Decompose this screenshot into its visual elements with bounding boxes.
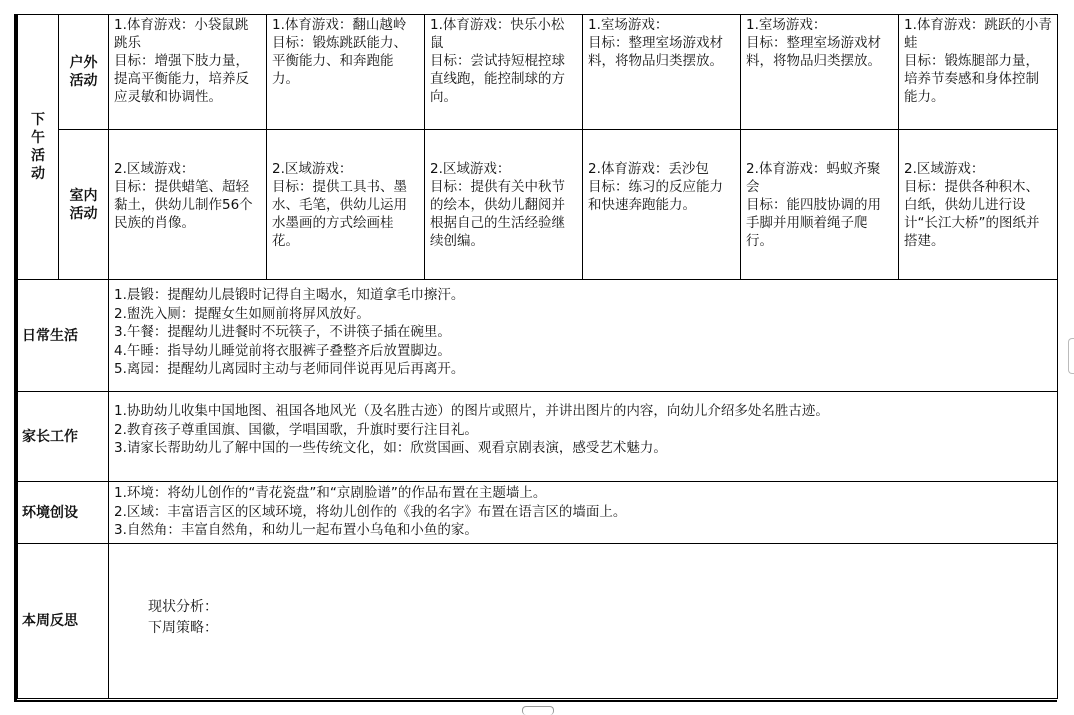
daily-life-header: 日常生活 — [18, 280, 109, 392]
list-item: 1.环境：将幼儿创作的“青花瓷盘”和“京剧脸谱”的作品布置在主题墙上。 — [114, 485, 547, 501]
page-bottom-border — [14, 700, 1057, 702]
cell-goal: 目标：提供各种积木、白纸，供幼儿进行设计“长江大桥”的图纸并搭建。 — [904, 179, 1040, 249]
cell-goal: 目标：锻炼跳跃能力、平衡能力、和奔跑能力。 — [272, 35, 407, 87]
next-week-strategy-label: 下周策略： — [148, 620, 218, 636]
indoor-activity-header — [59, 130, 109, 280]
indoor-cell-5 — [741, 130, 899, 280]
cell-goal: 目标：能四肢协调的用手脚并用顺着绳子爬行。 — [746, 197, 881, 249]
outdoor-cell-4 — [583, 15, 741, 130]
parent-work-row — [18, 392, 1058, 482]
outdoor-cell-3 — [425, 15, 583, 130]
cell-goal: 目标：增强下肢力量，提高平衡能力，培养反应灵敏和协调性。 — [114, 53, 249, 105]
cell-title: 2.区域游戏： — [904, 161, 985, 177]
cell-goal: 目标：锻炼腿部力量，培养节奏感和身体控制能力。 — [904, 53, 1039, 105]
list-item: 5.离园：提醒幼儿离园时主动与老师同伴说再见后再离开。 — [114, 361, 465, 377]
outdoor-cell-1 — [109, 15, 267, 130]
cell-title: 1.体育游戏：小袋鼠跳跳乐 — [114, 17, 249, 51]
cell-title: 2.区域游戏： — [430, 161, 511, 177]
parent-work-header: 家长工作 — [18, 392, 109, 482]
environment-content — [109, 482, 1058, 544]
list-item: 1.协助幼儿收集中国地图、祖国各地风光（及名胜古迹）的图片或照片，并讲出图片的内容，向幼儿介绍多处名胜古迹。 — [114, 403, 829, 419]
cell-title: 2.区域游戏： — [272, 161, 353, 177]
outdoor-cell-2 — [267, 15, 425, 130]
list-item: 2.区域：丰富语言区的区域环境，将幼儿创作的《我的名字》布置在语言区的墙面上。 — [114, 503, 627, 520]
indoor-cell-3 — [425, 130, 583, 280]
list-item: 3.自然角：丰富自然角，和幼儿一起布置小乌龟和小鱼的家。 — [114, 522, 478, 538]
outdoor-cell-6 — [899, 15, 1058, 130]
list-item: 4.午睡：指导幼儿睡觉前将衣服裤子叠整齐后放置脚边。 — [114, 342, 451, 359]
page-tab-handle[interactable] — [522, 706, 554, 715]
outdoor-activity-header — [59, 15, 109, 130]
weekly-plan-table — [17, 14, 1058, 699]
cell-goal: 目标：提供工具书、墨水、毛笔，供幼儿运用水墨画的方式绘画桂花。 — [272, 179, 407, 249]
list-item: 2.盥洗入厕：提醒女生如厕前将屏风放好。 — [114, 305, 370, 322]
cell-title: 2.体育游戏：蚂蚁齐聚会 — [746, 161, 881, 195]
cell-goal: 目标：提供有关中秋节的绘本，供幼儿翻阅并根据自己的生活经验继续创编。 — [430, 179, 565, 249]
cell-goal: 目标：练习的反应能力和快速奔跑能力。 — [588, 179, 723, 213]
cell-goal: 目标：提供蜡笔、超轻黏土，供幼儿制作56个民族的肖像。 — [114, 179, 253, 231]
cell-title: 2.体育游戏：丢沙包 — [588, 161, 709, 177]
list-item: 3.午餐：提醒幼儿进餐时不玩筷子，不讲筷子插在碗里。 — [114, 324, 451, 340]
cell-title: 1.体育游戏：快乐小松鼠 — [430, 17, 565, 51]
cell-title: 2.区域游戏： — [114, 161, 195, 177]
list-item: 2.教育孩子尊重国旗、国徽，学唱国歌，升旗时要行注目礼。 — [114, 421, 478, 438]
afternoon-activity-label: 下午活动 — [31, 112, 45, 182]
indoor-cell-2 — [267, 130, 425, 280]
cell-title: 1.体育游戏：跳跃的小青蛙 — [904, 17, 1052, 51]
indoor-cell-6 — [899, 130, 1058, 280]
daily-life-content — [109, 280, 1058, 392]
cell-title: 1.室场游戏： — [588, 17, 669, 33]
reflection-box — [114, 545, 1052, 639]
cell-goal: 目标：尝试持短棍控球直线跑，能控制球的方向。 — [430, 53, 565, 105]
cell-title: 1.室场游戏： — [746, 17, 827, 33]
cell-goal: 目标：整理室场游戏材料，将物品归类摆放。 — [588, 35, 723, 69]
weekly-reflection-row — [18, 544, 1058, 699]
indoor-cell-1 — [109, 130, 267, 280]
weekly-plan-sheet — [14, 14, 1057, 702]
outdoor-activity-label: 户外活动 — [69, 55, 98, 89]
list-item: 1.晨锻：提醒幼儿晨锻时记得自主喝水，知道拿毛巾擦汗。 — [114, 287, 465, 303]
weekly-reflection-content — [109, 544, 1058, 699]
indoor-cell-4 — [583, 130, 741, 280]
cell-goal: 目标：整理室场游戏材料，将物品归类摆放。 — [746, 35, 881, 69]
environment-header: 环境创设 — [18, 482, 109, 544]
side-scroll-handle[interactable] — [1068, 338, 1074, 374]
weekly-reflection-header: 本周反思 — [18, 544, 109, 699]
status-analysis-label: 现状分析： — [148, 599, 218, 615]
daily-life-row — [18, 280, 1058, 392]
cell-title: 1.体育游戏：翻山越岭 — [272, 17, 407, 33]
list-item: 3.请家长帮助幼儿了解中国的一些传统文化，如：欣赏国画、观看京剧表演，感受艺术魅力。 — [114, 440, 667, 456]
indoor-activity-label: 室内活动 — [69, 187, 98, 222]
afternoon-activity-header — [18, 15, 59, 280]
environment-row — [18, 482, 1058, 544]
indoor-activity-row — [18, 130, 1058, 280]
parent-work-content — [109, 392, 1058, 482]
outdoor-activity-row — [18, 15, 1058, 130]
outdoor-cell-5 — [741, 15, 899, 130]
